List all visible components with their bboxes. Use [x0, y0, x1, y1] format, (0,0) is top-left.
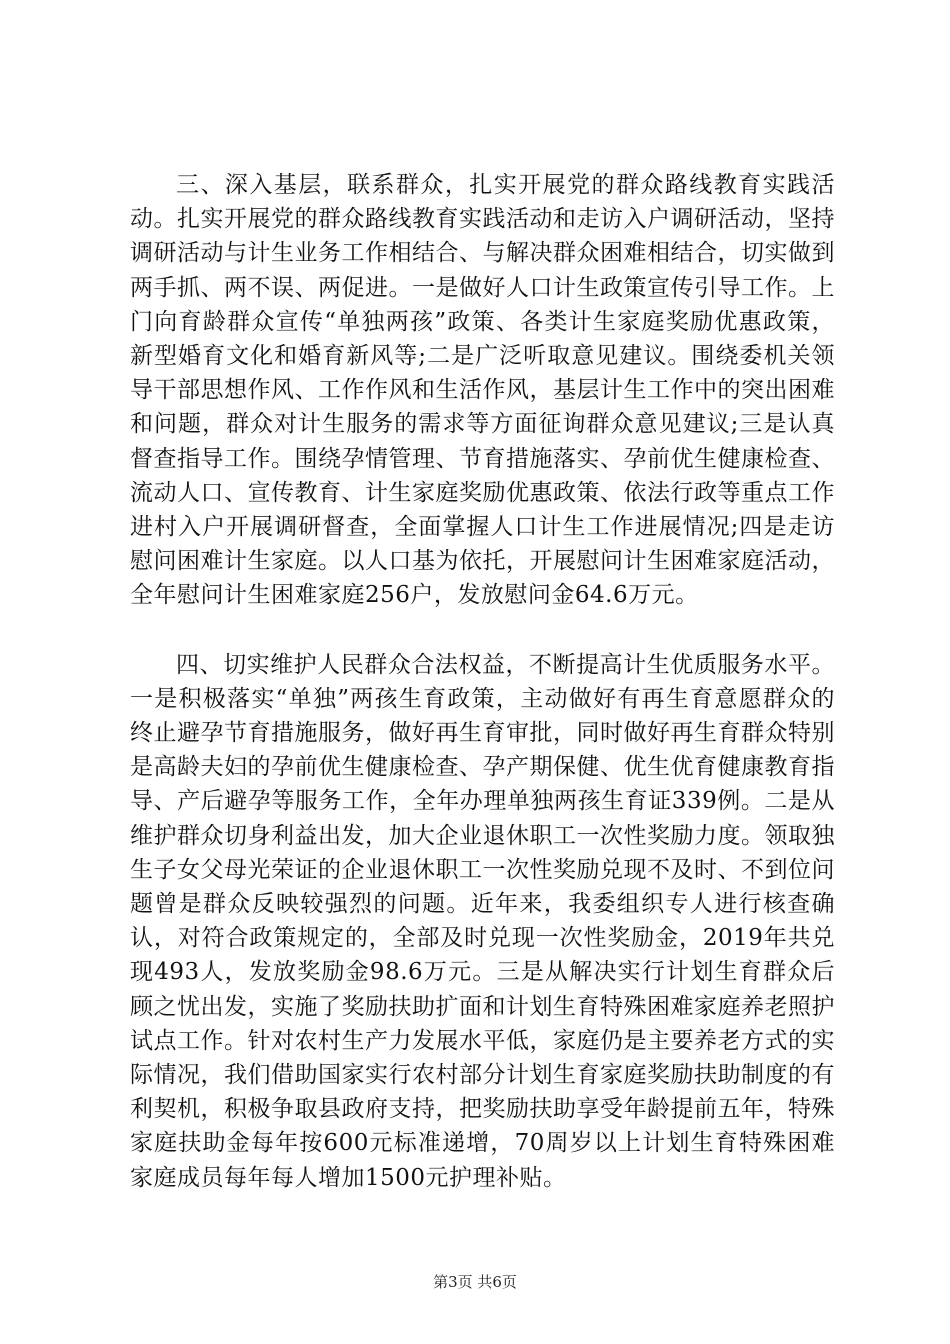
paragraph-section-4: 四、切实维护人民群众合法权益，不断提高计生优质服务水平。一是积极落实“单独”两孩生育政策，主动做好有再生育意愿群众的终止避孕节育措施服务，做好再生育审批，同时做好再生育群众特别是高龄夫妇的孕前优生健康检查、孕产期保健、优生优育健康教育指导、产后避孕等服务工作，全年办理单独两孩生育证339例。二是从维护群众切身利益出发，加大企业退休职工一次性奖励力度。领取独生子女父母光荣证的企业退休职工一次性奖励兑现不及时、不到位问题曾是群众反映较强烈的问题。近年来，我委组织专人进行核查确认，对符合政策规定的，全部及时兑现一次性奖励金，2019年共兑现493人，发放奖励金98.6万元。三是从解决实行计划生育群众后顾之忧出发，实施了奖励扶助扩面和计划生育特殊困难家庭养老照护试点工作。针对农村生产力发展水平低，家庭仍是主要养老方式的实际情况，我们借助国家实行农村部分计划生育家庭奖励扶助制度的有利契机，积极争取县政府支持，把奖励扶助享受年龄提前五年，特殊家庭扶助金每年按600元标准递增，70周岁以上计划生育特殊困难家庭成员每年每人增加1500元护理补贴。: [130, 651, 835, 1191]
page-number-footer: 第3页 共6页: [433, 1273, 517, 1291]
paragraph-section-3: 三、深入基层，联系群众，扎实开展党的群众路线教育实践活动。扎实开展党的群众路线教育实践活动和走访入户调研活动，坚持调研活动与计生业务工作相结合、与解决群众困难相结合，切实做到两手抓、两不误、两促进。一是做好人口计生政策宣传引导工作。上门向育龄群众宣传“单独两孩”政策、各类计生家庭奖励优惠政策，新型婚育文化和婚育新风等;二是广泛听取意见建议。围绕委机关领导干部思想作风、工作作风和生活作风，基层计生工作中的突出困难和问题，群众对计生服务的需求等方面征询群众意见建议;三是认真督查指导工作。围绕孕情管理、节育措施落实、孕前优生健康检查、流动人口、宣传教育、计生家庭奖励优惠政策、依法行政等重点工作进村入户开展调研督查，全面掌握人口计生工作进展情况;四是走访慰问困难计生家庭。以人口基为依托，开展慰问计生困难家庭活动，全年慰问计生困难家庭256户，发放慰问金64.6万元。: [130, 172, 835, 609]
document-body: [130, 168, 835, 1195]
